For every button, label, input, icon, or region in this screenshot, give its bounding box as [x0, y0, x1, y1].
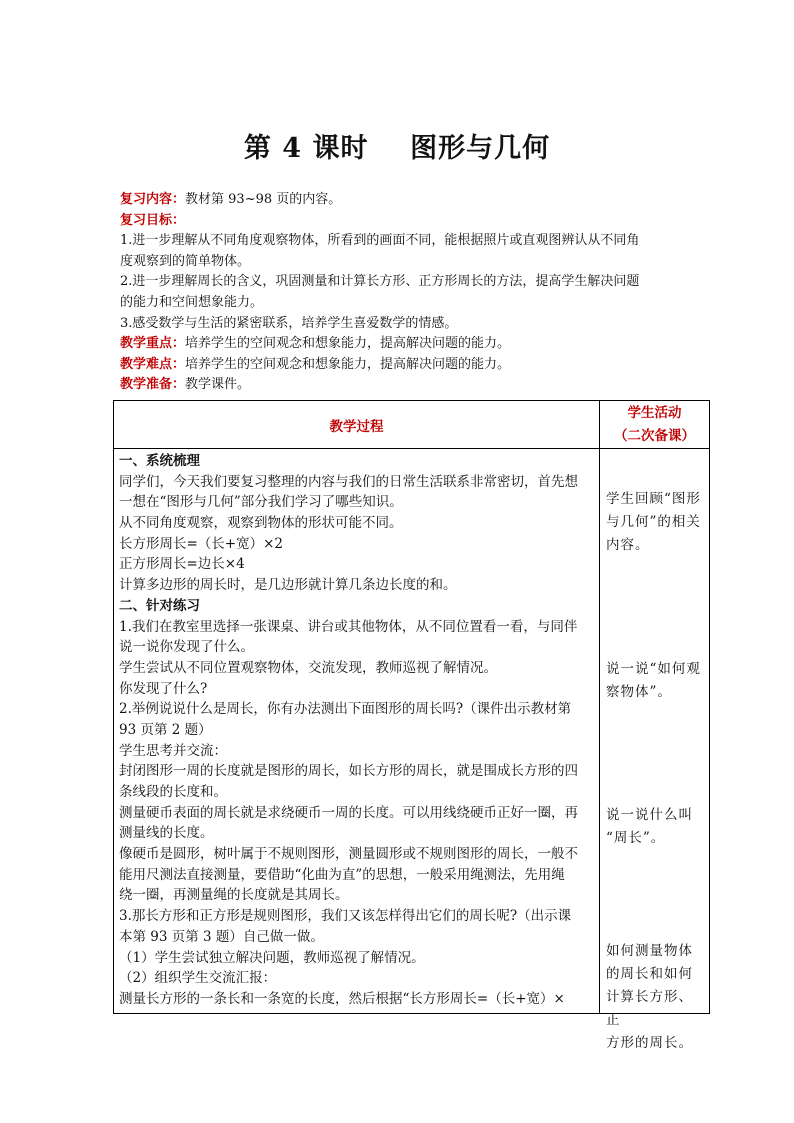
- activity-line: 内容。: [606, 537, 650, 553]
- process-line: 本第 93 页第 3 题）自己做一做。: [119, 928, 324, 945]
- process-line: （2）组织学生交流汇报：: [119, 970, 277, 987]
- activity-header-line: 学生活动: [627, 404, 682, 421]
- process-line: （1）学生尝试独立解决问题，教师巡视了解情况。: [119, 949, 425, 966]
- activity-line: 计算长方形、正: [606, 989, 693, 1028]
- activity-line: 与几何”的相关: [606, 514, 701, 530]
- activity-line: 的周长和如何: [606, 966, 693, 982]
- meta-text: 2.进一步理解周长的含义，巩固测量和计算长方形、正方形周长的方法，提高学生解决问题: [120, 274, 640, 290]
- process-line: 计算多边形的周长时，是几边形就计算几条边长度的和。: [119, 577, 457, 594]
- meta-text: 教学课件。: [185, 377, 251, 393]
- meta-text: 3.感受数学与生活的紧密联系，培养学生喜爱数学的情感。: [120, 315, 458, 331]
- meta-text: 1.进一步理解从不同角度观察物体，所看到的画面不同，能根据照片或直观图辨认从不同角: [120, 233, 640, 249]
- meta-line: [120, 272, 700, 293]
- process-line: 93 页第 2 题）: [119, 721, 212, 738]
- process-line: 你发现了什么?: [119, 680, 208, 697]
- process-line: 绕一圈，再测量绳的长度就是其周长。: [119, 887, 349, 904]
- activity-line: 学生回顾“图形: [606, 491, 701, 507]
- activity-line: 方形的周长。: [606, 1035, 693, 1051]
- meta-line: [120, 314, 700, 335]
- table-body-row: [114, 449, 710, 1014]
- activity-line: 如何测量物体: [606, 943, 693, 959]
- process-line: 说一说你发现了什么。: [119, 639, 254, 656]
- meta-text: 的能力和空间想象能力。: [120, 294, 264, 310]
- meta-text: 度观察到的简单物体。: [120, 253, 251, 269]
- meta-text: 培养学生的空间观念和想象能力，提高解决问题的能力。: [185, 336, 511, 352]
- process-line: 一想在“图形与几何”部分我们学习了哪些知识。: [119, 494, 403, 511]
- process-cell: [114, 449, 600, 1014]
- page-title: 第 4 课时 图形与几何: [243, 133, 551, 164]
- process-line: 封闭图形一周的长度就是图形的周长，如长方形的周长，就是围成长方形的四: [119, 763, 578, 780]
- meta-line: [120, 231, 700, 252]
- process-header: 教学过程: [114, 401, 600, 449]
- process-line: 学生尝试从不同位置观察物体，交流发现，教师巡视了解情况。: [119, 659, 497, 676]
- activity-note: [606, 940, 706, 1055]
- process-line: 测量硬币表面的周长就是求绕硬币一周的长度。可以用线绕硬币正好一圈，再: [119, 804, 578, 821]
- activity-header: [600, 401, 710, 449]
- process-line: 测量线的长度。: [119, 825, 214, 842]
- meta-label: 教学难点：: [120, 356, 186, 372]
- process-line: 2.举例说说什么是周长，你有办法测出下面图形的周长吗?（课件出示教材第: [119, 701, 572, 718]
- activity-line: 说一说什么叫: [606, 807, 693, 823]
- process-line: 1.我们在教室里选择一张课桌、讲台或其他物体，从不同位置看一看，与同伴: [119, 618, 578, 635]
- process-line: 3.那长方形和正方形是规则图形，我们又该怎样得出它们的周长呢?（出示课: [119, 908, 572, 925]
- meta-line: [120, 252, 700, 273]
- process-line: 像硬币是圆形，树叶属于不规则图形，测量圆形或不规则图形的周长，一般不: [119, 846, 578, 863]
- meta-label: 教学重点：: [120, 336, 186, 352]
- process-line: 从不同角度观察，观察到物体的形状可能不同。: [119, 515, 403, 532]
- meta-line: [120, 293, 700, 314]
- meta-line: [120, 375, 700, 396]
- activity-line: 察物体”。: [606, 684, 672, 700]
- process-line: 正方形周长=边长×4: [119, 556, 245, 573]
- section-heading: 二、针对练习: [119, 597, 200, 614]
- section-heading: 一、系统梳理: [119, 453, 200, 469]
- activity-line: 说一说“如何观: [606, 661, 701, 677]
- process-line: 条线段的长度和。: [119, 784, 227, 800]
- meta-label: 复习目标：: [120, 212, 186, 228]
- meta-text: 培养学生的空间观念和想象能力，提高解决问题的能力。: [185, 356, 511, 372]
- meta-line: [120, 211, 700, 232]
- activity-line: “周长”。: [606, 830, 666, 846]
- activity-cell: [600, 449, 710, 1051]
- activity-header-line: （二次备课）: [614, 427, 695, 444]
- activity-note: [606, 488, 706, 557]
- lesson-meta: [120, 190, 700, 396]
- meta-line: [120, 190, 700, 211]
- lesson-table: [113, 400, 710, 1051]
- process-line: 能用尺测法直接测量，要借助“化曲为直”的思想，一般采用绳测法，先用绳: [119, 866, 565, 883]
- process-line: 测量长方形的一条长和一条宽的长度，然后根据“长方形周长=（长+宽）×: [119, 990, 565, 1007]
- meta-label: 复习内容：: [120, 192, 186, 207]
- activity-note: [606, 658, 706, 704]
- process-lines: [119, 451, 595, 1010]
- process-line: 同学们，今天我们要复习整理的内容与我们的日常生活联系非常密切，首先想: [119, 473, 578, 490]
- meta-label: 教学准备：: [120, 377, 186, 393]
- meta-line: [120, 334, 700, 355]
- process-line: 学生思考并交流：: [119, 742, 227, 759]
- table-header-row: [114, 401, 710, 449]
- meta-text: 教材第 93~98 页的内容。: [185, 192, 342, 207]
- meta-line: [120, 355, 700, 376]
- process-line: 长方形周长=（长+宽）×2: [119, 535, 284, 552]
- activity-note: [606, 804, 706, 850]
